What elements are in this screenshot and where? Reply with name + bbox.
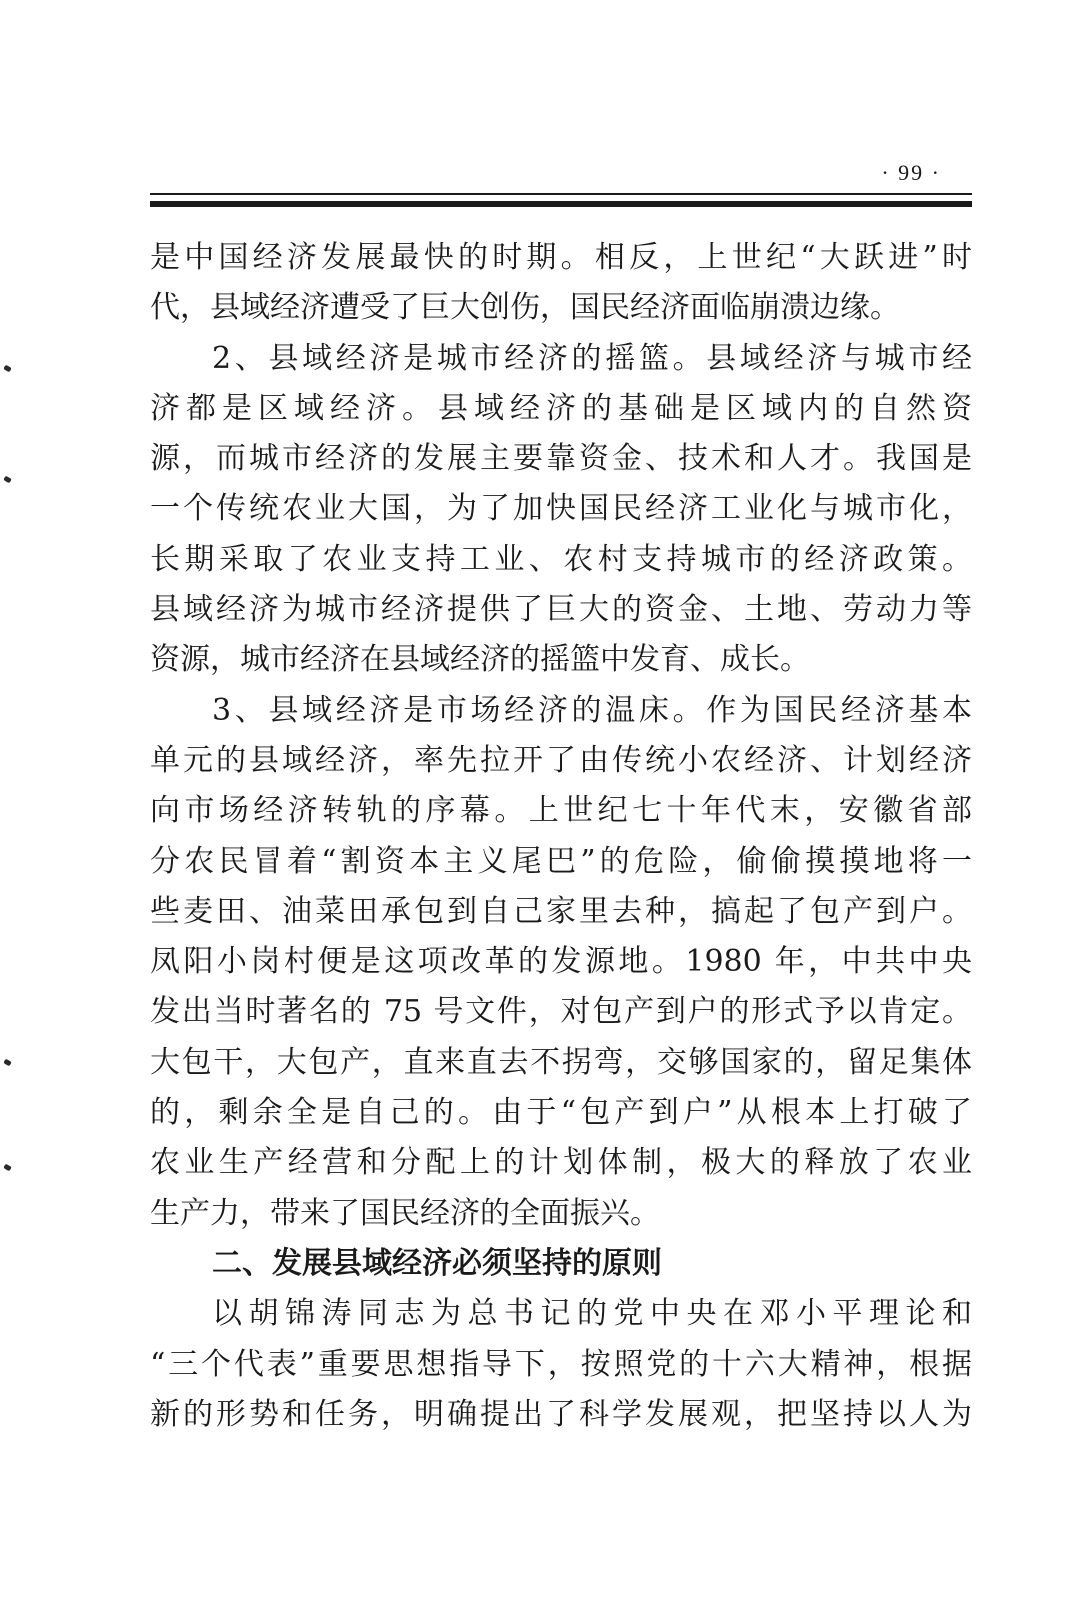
text-line: 新的形势和任务，明确提出了科学发展观，把坚持以人为 (150, 1396, 972, 1432)
text-line: 是中国经济发展最快的时期。相反，上世纪“大跃进”时 (150, 240, 972, 275)
scan-mark (3, 1164, 12, 1172)
text-line: 代，县域经济遭受了巨大创伤，国民经济面临崩溃边缘。 (150, 290, 900, 326)
text-line: 发出当时著名的 75 号文件，对包产到户的形式予以肯定。 (150, 994, 972, 1030)
text-line: 3、县域经济是市场经济的温床。作为国民经济基本 (212, 692, 972, 728)
scan-mark (3, 476, 12, 484)
scan-mark (3, 365, 12, 373)
text-line: 生产力，带来了国民经济的全面振兴。 (150, 1195, 660, 1231)
text-line: 一个传统农业大国，为了加快国民经济工业化与城市化， (150, 491, 972, 527)
text-line: 县域经济为城市经济提供了巨大的资金、土地、劳动力等 (150, 592, 972, 628)
body-text (150, 233, 972, 1440)
text-line: 大包干，大包产，直来直去不拐弯，交够国家的，留足集体 (150, 1044, 972, 1080)
text-line: 些麦田、油菜田承包到自己家里去种，搞起了包产到户。 (150, 893, 972, 929)
text-line: 长期采取了农业支持工业、农村支持城市的经济政策。 (150, 541, 972, 577)
text-line: 资源，城市经济在县域经济的摇篮中发育、成长。 (150, 642, 810, 678)
text-line: 的，剩余全是自己的。由于“包产到户”从根本上打破了 (150, 1095, 972, 1131)
section-heading: 二、发展县域经济必须坚持的原则 (212, 1245, 662, 1281)
text-line: 源，而城市经济的发展主要靠资金、技术和人才。我国是 (150, 441, 972, 477)
text-line: 凤阳小岗村便是这项改革的发源地。1980 年，中共中央 (150, 944, 972, 980)
text-line: 分农民冒着“割资本主义尾巴”的危险，偷偷摸摸地将一 (150, 843, 972, 879)
header-rule-thin (150, 193, 972, 195)
text-line: 济都是区域经济。县域经济的基础是区域内的自然资 (150, 390, 972, 426)
text-line: “三个代表”重要思想指导下，按照党的十六大精神，根据 (150, 1346, 972, 1382)
scan-mark (3, 1059, 12, 1067)
header-rule-thick (150, 201, 972, 207)
text-line: 以胡锦涛同志为总书记的党中央在邓小平理论和 (212, 1296, 972, 1332)
text-line: 2、县域经济是城市经济的摇篮。县域经济与城市经 (212, 340, 972, 376)
text-line: 农业生产经营和分配上的计划体制，极大的释放了农业 (150, 1145, 972, 1181)
page-number: · 99 · (881, 160, 941, 185)
text-line: 单元的县域经济，率先拉开了由传统小农经济、计划经济 (150, 742, 972, 778)
text-line: 向市场经济转轨的序幕。上世纪七十年代末，安徽省部 (150, 793, 972, 829)
